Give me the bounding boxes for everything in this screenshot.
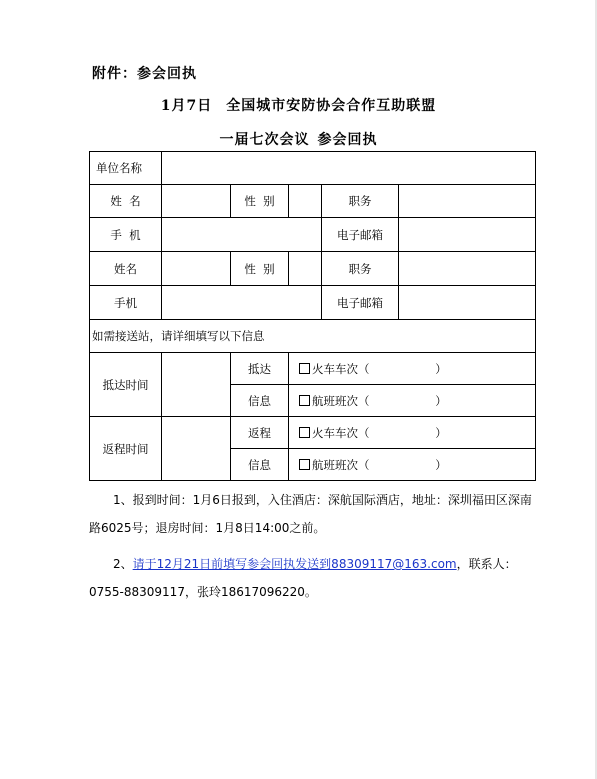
arrival-flight-option[interactable] [289,385,536,417]
return-train-label: 火车车次（ ） [312,425,447,440]
phone-label-2: 手机 [90,286,162,320]
unit-name-field[interactable] [162,152,536,185]
registration-form-table [89,151,536,481]
gender-label-1: 性 别 [231,185,289,218]
arrival-train-checkbox[interactable] [299,363,310,374]
table-row [90,152,536,185]
gender-label-2: 性 别 [231,252,289,286]
name-field-1[interactable] [162,185,231,218]
email-field-1[interactable] [399,218,536,252]
arrival-flight-checkbox[interactable] [299,395,310,406]
pickup-note: 如需接送站，请详细填写以下信息 [90,320,536,353]
title-line-1 [0,95,597,115]
email-field-2[interactable] [399,286,536,320]
arrival-time-label: 抵达时间 [90,353,162,417]
arrival-info-label-top: 抵达 [231,353,289,385]
table-row [90,218,536,252]
email-link[interactable]: 请于12月21日前填写参会回执发送到88309117@163.com [132,557,457,571]
phone-field-2[interactable] [162,286,322,320]
note-2 [89,550,539,606]
title-line-2 [0,129,597,149]
table-row [90,320,536,353]
arrival-train-option[interactable] [289,353,536,385]
table-row [90,286,536,320]
phone-field-1[interactable] [162,218,322,252]
return-info-label-top: 返程 [231,417,289,449]
return-flight-option[interactable] [289,449,536,481]
unit-name-label: 单位名称 [90,152,162,185]
attachment-heading: 附件：参会回执 [92,66,197,82]
title-date: 1月7日 [160,98,213,114]
name-field-2[interactable] [162,252,231,286]
name-label-1: 姓 名 [90,185,162,218]
return-flight-label: 航班班次（ ） [312,457,447,472]
note-2-prefix: 2、 [113,557,133,571]
title-org: 全国城市安防协会合作互助联盟 [226,98,437,114]
title-receipt: 参会回执 [317,132,378,148]
title-meeting: 一届七次会议 [219,132,310,148]
table-row [90,353,536,385]
name-label-2: 姓名 [90,252,162,286]
return-time-field[interactable] [162,417,231,481]
gender-field-1[interactable] [289,185,322,218]
return-info-label-bottom: 信息 [231,449,289,481]
return-time-label: 返程时间 [90,417,162,481]
email-label-2: 电子邮箱 [322,286,399,320]
arrival-flight-label: 航班班次（ ） [312,393,447,408]
position-label-1: 职务 [322,185,399,218]
gender-field-2[interactable] [289,252,322,286]
email-label-1: 电子邮箱 [322,218,399,252]
position-label-2: 职务 [322,252,399,286]
arrival-info-label-bottom: 信息 [231,385,289,417]
position-field-1[interactable] [399,185,536,218]
return-train-checkbox[interactable] [299,427,310,438]
note-2-suffix: ，联系人：0755-88309117，张玲18617096220。 [89,557,517,599]
position-field-2[interactable] [399,252,536,286]
table-row [90,252,536,286]
phone-label-1: 手 机 [90,218,162,252]
arrival-train-label: 火车车次（ ） [312,361,447,376]
note-1-text: 1、报到时间：1月6日报到，入住酒店：深航国际酒店，地址：深圳福田区深南路6025号；退房时间：1月8日14:00之前。 [89,493,532,535]
return-train-option[interactable] [289,417,536,449]
table-row [90,417,536,449]
return-flight-checkbox[interactable] [299,459,310,470]
table-row [90,185,536,218]
note-1 [89,486,539,542]
arrival-time-field[interactable] [162,353,231,417]
